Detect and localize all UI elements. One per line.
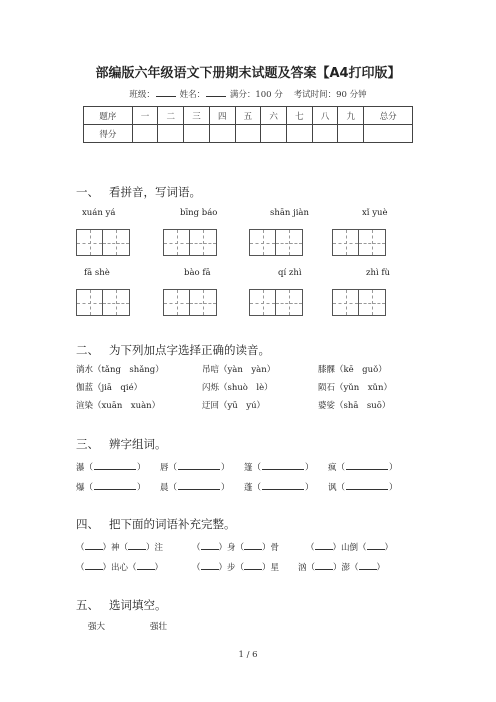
answer-blank[interactable] <box>201 542 219 550</box>
name-blank[interactable] <box>206 88 226 97</box>
pronounce-item: 迂回（yū yú） <box>202 401 266 411</box>
class-label: 班级： <box>129 90 155 100</box>
full-score: 满分：100 分 <box>229 90 283 100</box>
section-1-heading: 一、 看拼音，写词语。 <box>76 185 201 199</box>
tianzige-box[interactable] <box>249 289 303 316</box>
pinyin: bào fā <box>184 268 211 278</box>
score-value-row <box>84 125 413 143</box>
answer-blank[interactable] <box>244 562 262 570</box>
bianzi-item: 瀑（ ） <box>76 463 146 473</box>
score-cell[interactable] <box>132 125 158 143</box>
score-cell[interactable] <box>338 125 364 143</box>
answer-blank[interactable] <box>315 562 333 570</box>
class-blank[interactable] <box>156 88 176 97</box>
idiom-item: （ ）步（ ）星 <box>192 563 280 573</box>
answer-blank[interactable] <box>178 462 220 470</box>
idiom-item: （ ）身（ ）骨 <box>192 543 280 553</box>
score-header-cell: 八 <box>312 107 338 125</box>
pronounce-item: 伽蓝（jiā qié） <box>76 383 143 393</box>
answer-blank[interactable] <box>85 562 103 570</box>
score-header-cell: 五 <box>235 107 261 125</box>
section-3-heading: 三、 辨字组词。 <box>76 437 167 451</box>
tianzige-box[interactable] <box>163 289 217 316</box>
pronounce-item: 淌水（tǎng shǎng） <box>76 365 164 375</box>
score-cell[interactable] <box>209 125 235 143</box>
answer-blank[interactable] <box>128 542 146 550</box>
tianzige-box[interactable] <box>332 289 386 316</box>
answer-blank[interactable] <box>346 462 388 470</box>
score-header-cell: 三 <box>184 107 210 125</box>
pronounce-item: 膝髁（kē guǒ） <box>318 365 387 375</box>
pronounce-item: 吊唁（yàn yàn） <box>202 365 276 375</box>
bianzi-item: 篷（ ） <box>244 463 314 473</box>
exam-info <box>0 88 496 100</box>
pinyin: xuán yá <box>82 208 116 218</box>
score-cell[interactable] <box>364 125 413 143</box>
answer-blank[interactable] <box>244 542 262 550</box>
answer-blank[interactable] <box>201 562 219 570</box>
pinyin: zhì fù <box>366 268 390 278</box>
tianzige-box[interactable] <box>163 229 217 256</box>
score-header-cell: 九 <box>338 107 364 125</box>
word-option: 强壮 <box>150 622 168 632</box>
name-label: 姓名： <box>179 90 206 100</box>
answer-blank[interactable] <box>94 462 136 470</box>
answer-blank[interactable] <box>137 562 155 570</box>
bianzi-item: 讽（ ） <box>328 483 398 493</box>
answer-blank[interactable] <box>346 482 388 490</box>
score-cell[interactable] <box>235 125 261 143</box>
pronounce-item: 婆娑（shā suō） <box>318 401 391 411</box>
tianzige-box[interactable] <box>76 229 130 256</box>
score-row-label: 得分 <box>84 125 133 143</box>
score-cell[interactable] <box>261 125 287 143</box>
score-cell[interactable] <box>312 125 338 143</box>
answer-blank[interactable] <box>262 462 304 470</box>
exam-time: 考试时间：90 分钟 <box>293 90 367 100</box>
answer-blank[interactable] <box>262 482 304 490</box>
score-header-cell: 七 <box>287 107 313 125</box>
bianzi-item: 晨（ ） <box>160 483 230 493</box>
pronounce-item: 陨石（yǔn xǔn） <box>318 383 392 393</box>
pronounce-item: 渲染（xuān xuàn） <box>76 401 161 411</box>
pinyin: xǐ yuè <box>362 208 388 218</box>
score-header-cell: 一 <box>132 107 158 125</box>
score-cell[interactable] <box>184 125 210 143</box>
pinyin: qí zhì <box>278 268 302 278</box>
score-cell[interactable] <box>287 125 313 143</box>
score-cell[interactable] <box>158 125 184 143</box>
score-header-cell: 二 <box>158 107 184 125</box>
word-option: 强大 <box>88 622 106 632</box>
idiom-item: （ ）出心（ ） <box>76 563 164 573</box>
pinyin: bīng báo <box>180 208 218 218</box>
idiom-item: （ ）山倒（ ） <box>306 543 394 553</box>
bianzi-item: 爆（ ） <box>76 483 146 493</box>
bianzi-item: 蓬（ ） <box>244 483 314 493</box>
section-2-heading: 二、 为下列加点字选择正确的读音。 <box>76 343 270 357</box>
answer-blank[interactable] <box>359 562 377 570</box>
score-header-cell: 总分 <box>364 107 413 125</box>
bianzi-item: 疯（ ） <box>328 463 398 473</box>
pronounce-item: 闪烁（shuò lè） <box>202 383 273 393</box>
bianzi-item: 唇（ ） <box>160 463 230 473</box>
answer-blank[interactable] <box>178 482 220 490</box>
score-table <box>83 106 413 143</box>
score-header-cell: 六 <box>261 107 287 125</box>
tianzige-box[interactable] <box>249 229 303 256</box>
tianzige-box[interactable] <box>332 229 386 256</box>
idiom-item: 汹（ ）澎（ ） <box>298 563 386 573</box>
tianzige-box[interactable] <box>76 289 130 316</box>
answer-blank[interactable] <box>85 542 103 550</box>
answer-blank[interactable] <box>94 482 136 490</box>
score-header-cell: 四 <box>209 107 235 125</box>
page-title: 部编版六年级语文下册期末试题及答案【A4打印版】 <box>95 66 401 81</box>
pinyin: shān jiàn <box>270 208 309 218</box>
answer-blank[interactable] <box>315 542 333 550</box>
section-4-heading: 四、 把下面的词语补充完整。 <box>76 517 236 531</box>
pinyin: fā shè <box>84 268 110 278</box>
answer-blank[interactable] <box>367 542 385 550</box>
page-number: 1 / 6 <box>238 650 258 660</box>
idiom-item: （ ）神（ ）注 <box>76 543 164 553</box>
section-5-heading: 五、 选词填空。 <box>76 598 167 612</box>
score-header-row <box>84 107 413 125</box>
score-header-cell: 题序 <box>84 107 133 125</box>
